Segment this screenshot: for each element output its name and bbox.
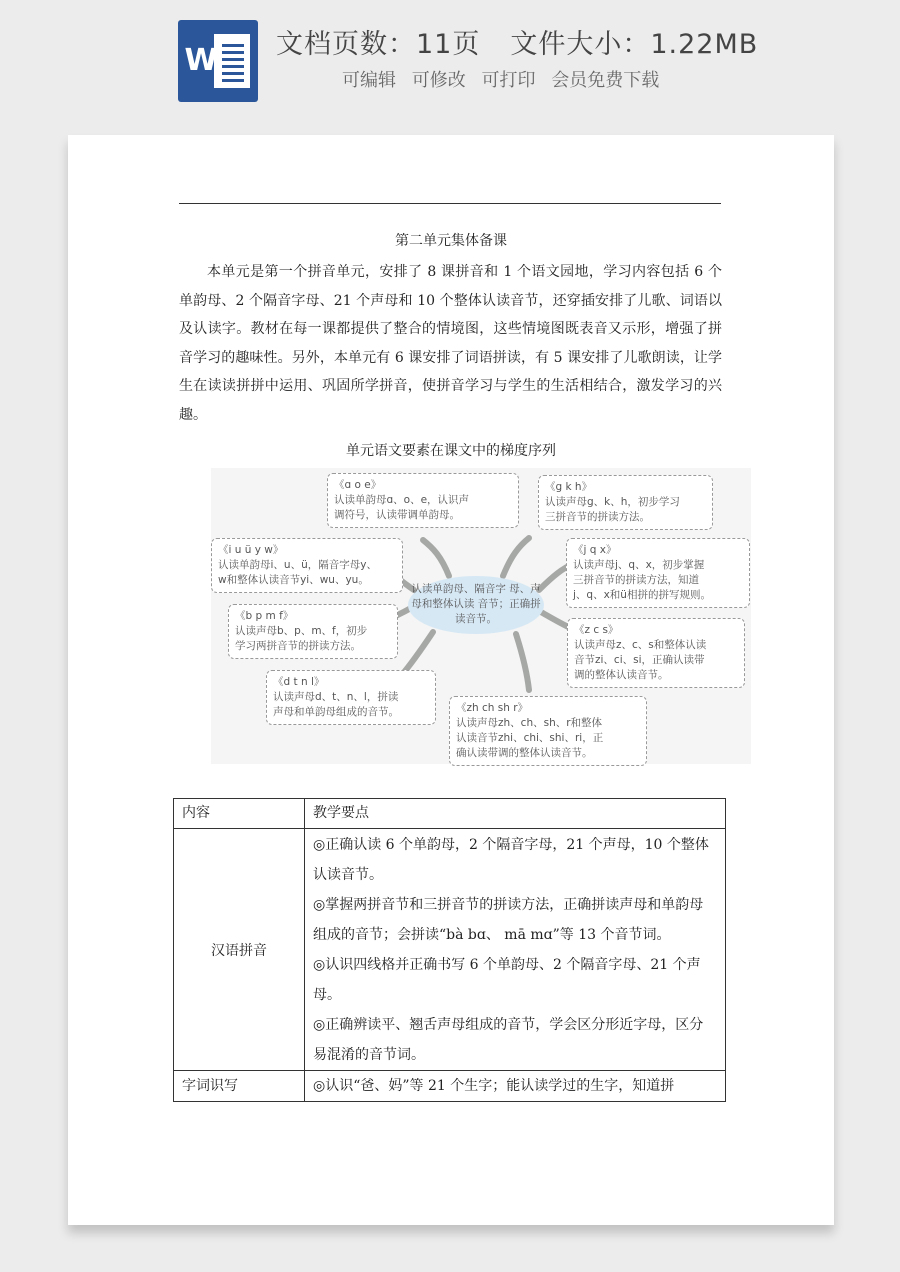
teaching-point: ◎掌握两拼音节和三拼音节的拼读方法，正确拼读声母和单韵母组成的音节；会拼读“bà bɑ、 mā mɑ”等 13 个音节词。 [313, 897, 704, 943]
mindmap-node-zhchshr: 《zh ch sh r》 认读声母zh、ch、sh、r和整体 认读音节zhi、chi、shi、ri，正 确认读带调的整体认读音节。 [449, 696, 647, 766]
row-label-characters: 字词识写 [174, 1071, 305, 1102]
mindmap-node-iuvyw: 《i u ü y w》 认读单韵母i、u、ü，隔音字母y、 w和整体认读音节yi、wu、yu。 [211, 538, 403, 593]
mindmap-node-zcs: 《z c s》 认读声母z、c、s和整体认读 音节zi、ci、si，正确认读带 调的整体认读音节。 [567, 618, 745, 688]
mindmap-node-gkh: 《g k h》 认读声母g、k、h，初步学习 三拼音节的拼读方法。 [538, 475, 713, 530]
file-meta-line [276, 22, 758, 61]
document-page [68, 135, 834, 1225]
page-count: 文档页数：11页 [276, 29, 481, 60]
row-points-characters: ◎认识“爸、妈”等 21 个生字；能认读学过的生字，知道拼 [305, 1071, 726, 1102]
teaching-point: ◎正确辨读平、翘舌声母组成的音节，学会区分形近字母，区分易混淆的音节词。 [313, 1017, 704, 1063]
mindmap-node-bpmf: 《b p m f》 认读声母b、p、m、f，初步 学习两拼音节的拼读方法。 [228, 604, 398, 659]
intro-paragraph: 本单元是第一个拼音单元，安排了 8 课拼音和 1 个语文园地，学习内容包括 6 个单韵母、2 个隔音字母、21 个声母和 10 个整体认读音节，还穿插安排了儿歌、词语以及认读字。教材在每一课都提供了整合的情境图，这些情境图既表音又示形，增强了拼音学习的趣味性。另外，本单元有 6 课安排了词语拼读，有 5 课安排了儿歌朗读，让学生在读读拼拼中运用、巩固所学拼音，使拼音学习与学生的生活相结合，激发学习的兴趣。 [179, 264, 722, 423]
table-row [174, 1071, 726, 1102]
file-size: 文件大小：1.22MB [510, 29, 759, 60]
table-header-row [174, 799, 726, 829]
permission-modifiable: 可修改 [411, 70, 466, 91]
teaching-point: ◎正确认读 6 个单韵母，2 个隔音字母，21 个声母，10 个整体认读音节。 [313, 837, 709, 883]
table-row [174, 829, 726, 1071]
document-info-header [0, 0, 900, 130]
document-title: 第二单元集体备课 [395, 233, 507, 249]
mindmap-node-dtnl: 《d t n l》 认读声母d、t、n、l，拼读 声母和单韵母组成的音节。 [266, 670, 436, 725]
header-teaching-points: 教学要点 [305, 799, 726, 829]
word-document-icon [178, 20, 258, 102]
permission-member-download: 会员免费下载 [551, 70, 660, 91]
mindmap-center-node: 认读单韵母、隔音字 母、声母和整体认读 音节；正确拼读音节。 [408, 576, 544, 634]
header-content: 内容 [174, 799, 305, 829]
mindmap-node-jqx: 《j q x》 认读声母j、q、x，初步掌握 三拼音节的拼读方法，知道 j、q、x和ü相拼的拼写规则。 [566, 538, 750, 608]
permissions-line [342, 66, 669, 92]
diagram-title: 单元语文要素在课文中的梯度序列 [346, 443, 556, 459]
permission-editable: 可编辑 [342, 70, 396, 91]
header-rule [179, 203, 721, 204]
mindmap-node-aoe: 《ɑ o e》 认读单韵母ɑ、o、e，认识声 调符号，认读带调单韵母。 [327, 473, 519, 528]
teaching-point: ◎认识四线格并正确书写 6 个单韵母、2 个隔音字母、21 个声母。 [313, 957, 701, 1003]
permission-printable: 可打印 [481, 70, 536, 91]
row-points-pinyin [305, 829, 726, 1071]
word-letter: W [184, 43, 218, 78]
teaching-points-table [173, 798, 726, 1102]
mindmap-diagram [211, 468, 751, 764]
row-label-pinyin: 汉语拼音 [174, 829, 305, 1071]
